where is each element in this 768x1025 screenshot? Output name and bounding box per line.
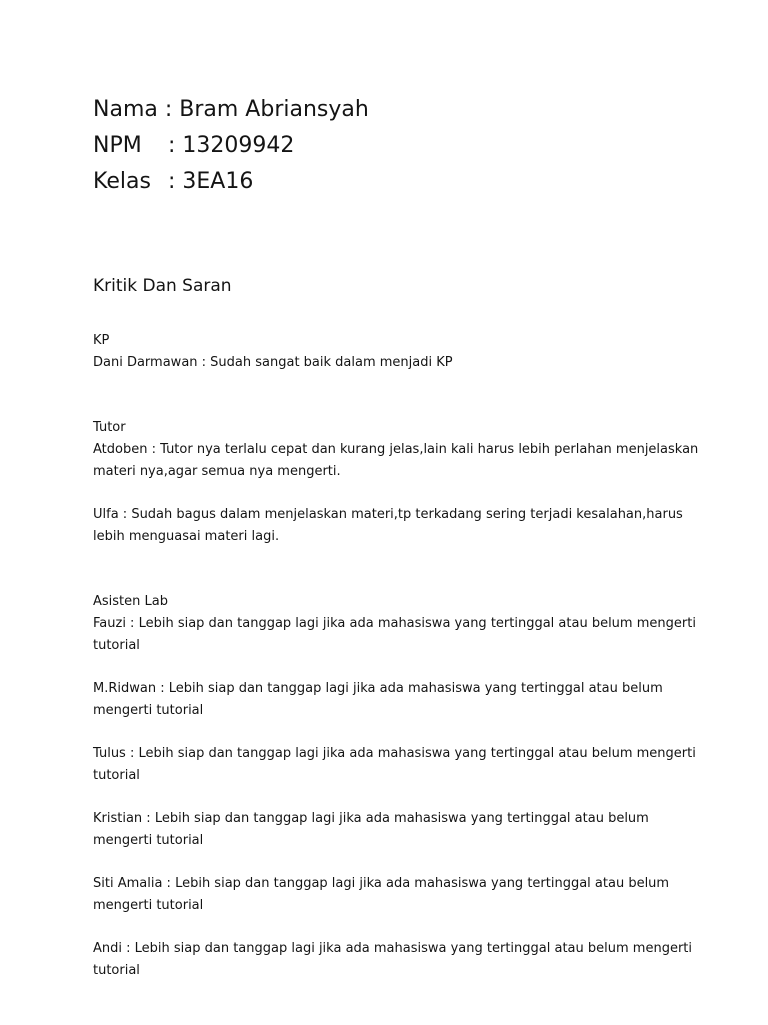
nama-line: Nama : Bram Abriansyah <box>93 97 369 122</box>
feedback-line: mengerti tutorial <box>93 898 204 913</box>
feedback-entry <box>93 743 696 787</box>
student-info <box>93 92 369 200</box>
kelas-label: Kelas <box>93 169 151 194</box>
section-heading: KP <box>93 333 110 348</box>
feedback-entry <box>93 873 693 917</box>
feedback-line: mengerti tutorial <box>93 833 204 848</box>
feedback-entry <box>93 613 696 657</box>
npm-label: NPM <box>93 133 142 158</box>
feedback-body <box>93 330 699 1025</box>
feedback-line: Kristian : Lebih siap dan tanggap lagi jika ada mahasiswa yang tertinggal atau belum <box>93 811 649 826</box>
feedback-line: Andi : Lebih siap dan tanggap lagi jika ada mahasiswa yang tertinggal atau belum mengerti <box>93 941 692 956</box>
feedback-line: Tulus : Lebih siap dan tanggap lagi jika ada mahasiswa yang tertinggal atau belum mengerti <box>93 746 696 761</box>
feedback-section <box>93 591 696 982</box>
feedback-line: lebih menguasai materi lagi. <box>93 529 280 544</box>
feedback-entry <box>93 439 699 483</box>
feedback-line: Fauzi : Lebih siap dan tanggap lagi jika ada mahasiswa yang tertinggal atau belum mengerti <box>93 616 696 631</box>
feedback-section <box>93 417 699 548</box>
feedback-entry <box>93 808 693 852</box>
nama-value: Bram Abriansyah <box>179 97 369 122</box>
feedback-line: materi nya,agar semua nya mengerti. <box>93 464 341 479</box>
feedback-line: Dani Darmawan : Sudah sangat baik dalam menjadi KP <box>93 355 453 370</box>
feedback-line: tutorial <box>93 768 140 783</box>
section-heading: Tutor <box>93 420 126 435</box>
feedback-entry <box>93 938 693 982</box>
feedback-line: tutorial <box>93 638 140 653</box>
feedback-section <box>93 330 693 374</box>
feedback-line: Atdoben : Tutor nya terlalu cepat dan kurang jelas,lain kali harus lebih perlahan menjelaskan <box>93 442 699 457</box>
nama-label: Nama <box>93 97 158 122</box>
section-heading: Asisten Lab <box>93 594 168 609</box>
feedback-line: mengerti tutorial <box>93 703 204 718</box>
kelas-value: 3EA16 <box>182 169 254 194</box>
feedback-entry <box>93 504 693 548</box>
document-title: Kritik Dan Saran <box>93 276 232 296</box>
feedback-line: M.Ridwan : Lebih siap dan tanggap lagi jika ada mahasiswa yang tertinggal atau belum <box>93 681 663 696</box>
feedback-entry <box>93 352 693 374</box>
npm-line: NPM : 13209942 <box>93 128 369 164</box>
feedback-line: Ulfa : Sudah bagus dalam menjelaskan materi,tp terkadang sering terjadi kesalahan,harus <box>93 507 683 522</box>
npm-value: 13209942 <box>182 133 295 158</box>
feedback-entry <box>93 678 693 722</box>
feedback-line: tutorial <box>93 963 140 978</box>
kelas-line: Kelas : 3EA16 <box>93 164 369 200</box>
feedback-line: Siti Amalia : Lebih siap dan tanggap lagi jika ada mahasiswa yang tertinggal atau belum <box>93 876 670 891</box>
